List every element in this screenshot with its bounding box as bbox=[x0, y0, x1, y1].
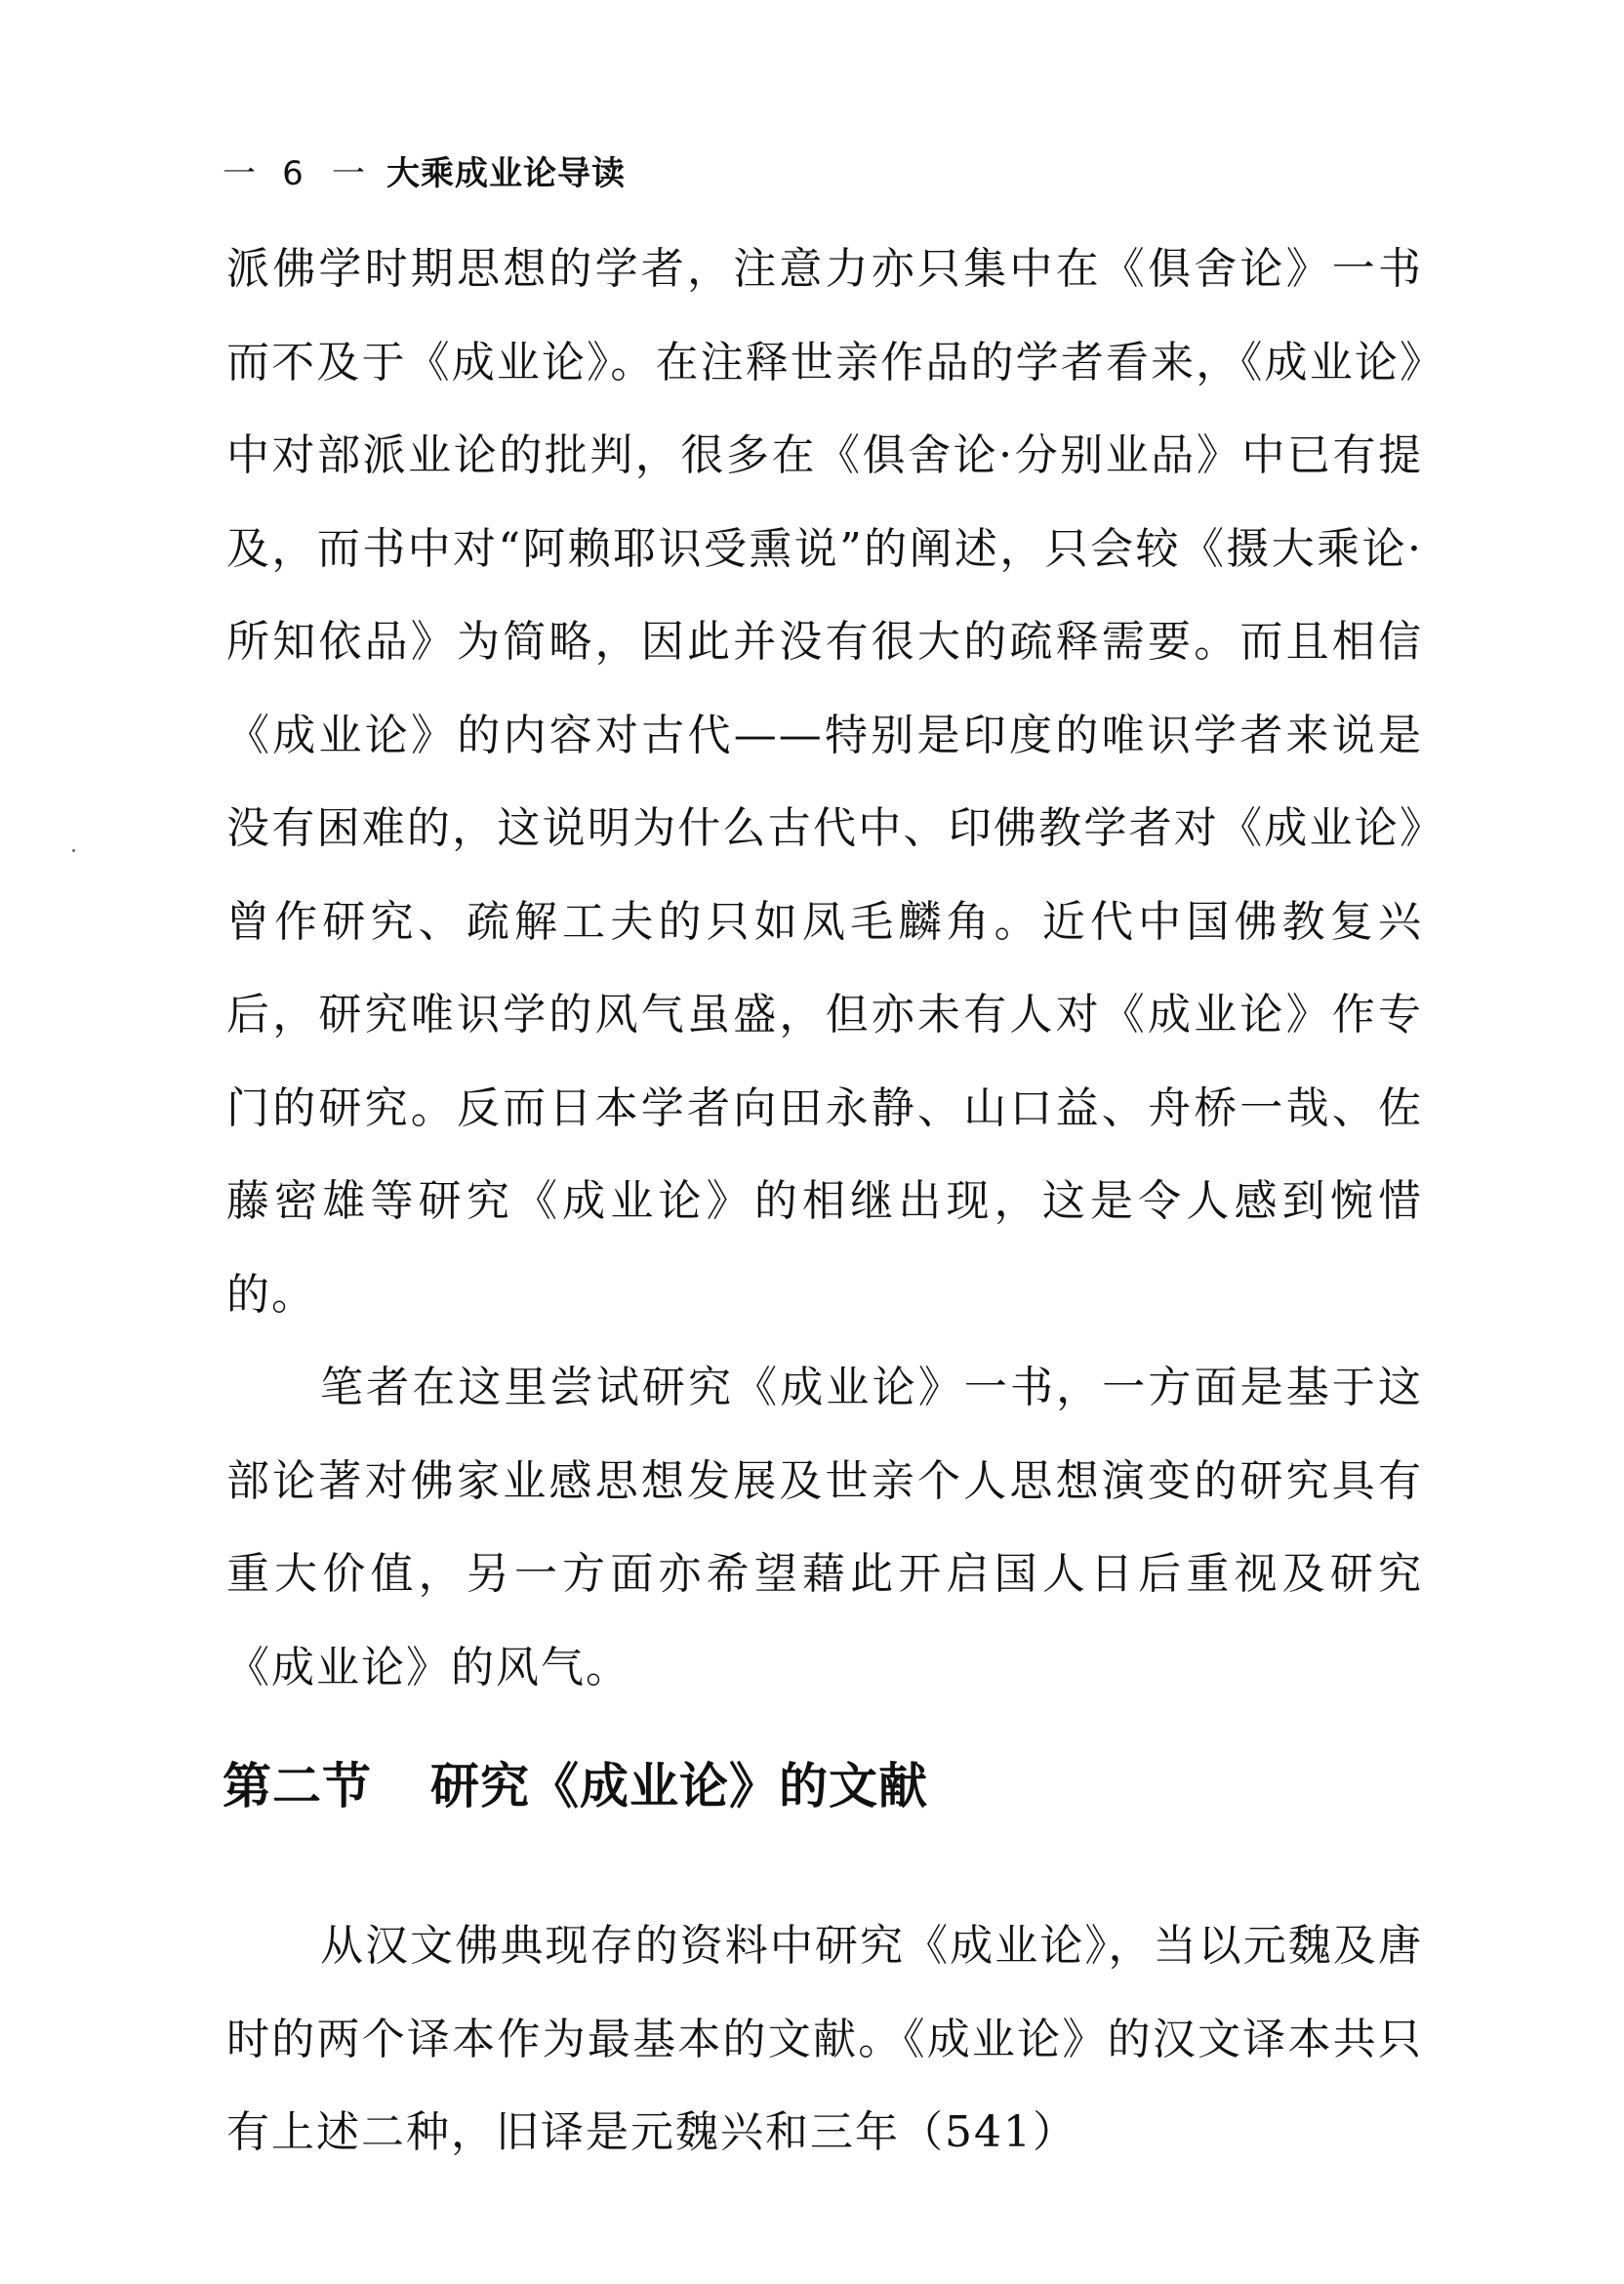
section-title: 研究《成业论》的文献 bbox=[430, 1758, 928, 1815]
margin-speck bbox=[72, 849, 75, 852]
section-heading bbox=[223, 1747, 928, 1825]
page-number: 6 bbox=[282, 154, 304, 193]
paragraph-author-intent: 笔者在这里尝试研究《成业论》一书，一方面是基于这部论著对佛家业感思想发展及世亲个人思想演变的研究具有重大价值，另一方面亦希望藉此开启国人日后重视及研究《成业论》的风气。 bbox=[226, 1363, 1423, 1693]
running-header bbox=[223, 144, 626, 203]
book-title: 大乘成业论导读 bbox=[386, 154, 626, 193]
header-dash-left: 一 bbox=[223, 154, 256, 193]
section-number: 第二节 bbox=[223, 1758, 372, 1815]
body-text-upper bbox=[226, 223, 1423, 1714]
header-dash-right: 一 bbox=[332, 154, 365, 193]
paragraph-literature: 从汉文佛典现存的资料中研究《成业论》，当以元魏及唐时的两个译本作为最基本的文献。《成业论》的汉文译本共只有上述二种，旧译是元魏兴和三年（541） bbox=[226, 1921, 1423, 2157]
paragraph-continuation: 派佛学时期思想的学者，注意力亦只集中在《俱舍论》一书而不及于《成业论》。在注释世亲作品的学者看来，《成业论》中对部派业论的批判，很多在《俱舍论·分别业品》中已有提及，而书中对“阿赖耶识受熏说”的阐述，只会较《摄大乘论·所知依品》为简略，因此并没有很大的疏释需要。而且相信《成业论》的内容对古代——特别是印度的唯识学者来说是没有困难的，这说明为什么古代中、印佛教学者对《成业论》曾作研究、疏解工夫的只如凤毛麟角。近代中国佛教复兴后，研究唯识学的风气虽盛，但亦未有人对《成业论》作专门的研究。反而日本学者向田永静、山口益、舟桥一哉、佐藤密雄等研究《成业论》的相继出现，这是令人感到惋惜的。 bbox=[226, 244, 1423, 1320]
body-text-lower bbox=[226, 1899, 1423, 2180]
